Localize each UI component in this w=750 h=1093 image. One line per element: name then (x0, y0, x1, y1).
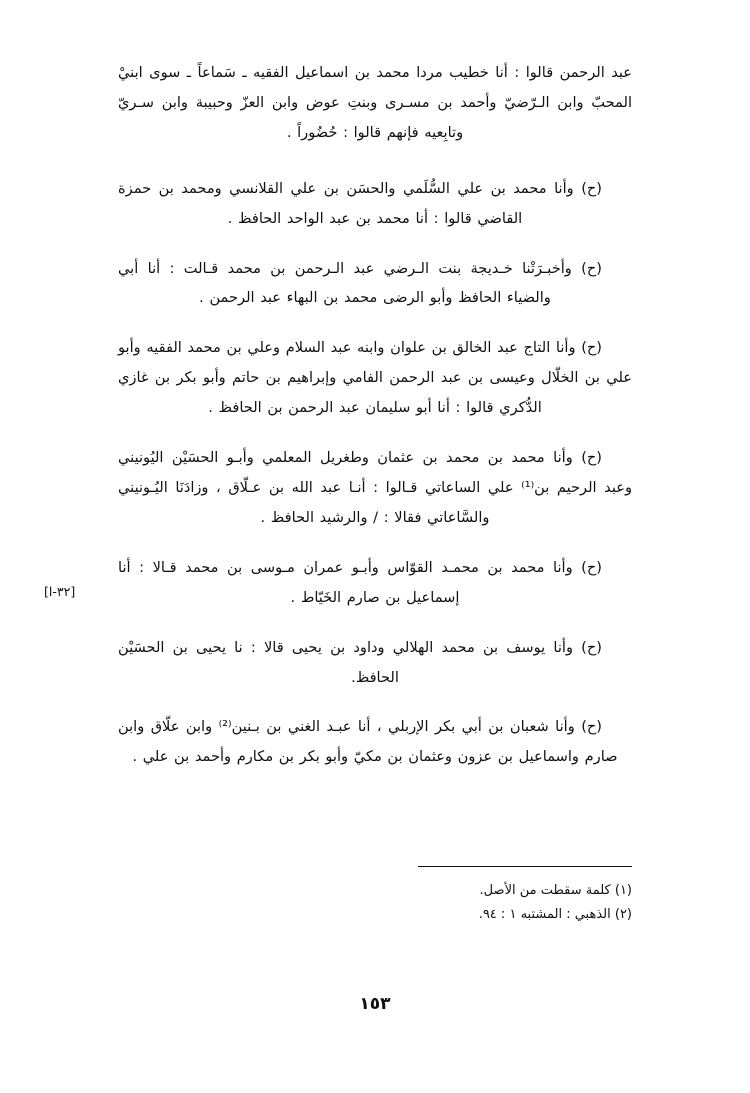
paragraph-1: عبد الرحمن قالوا : أنا خطيب مردا محمد بن اسماعيل الفقيه ـ سَماعاً ـ سوى ابنيْ المحبّ وابن الـرّضيّ وأحمد بن مسـرى وبنتِ عوض وابن العزّ وحبيبة وابن سـريّ وتابِعيه فإنهم قالوا : حُضُوراً . (118, 64, 632, 141)
paragraph-6: (ح) وأنا محمد بن محمـد القوّاس وأبـو عمران مـوسى بن محمد قـالا : أنا إسماعيل بن صارم الخَيّاط . (118, 558, 602, 606)
paragraph-8: (ح) وأنا شعبان بن أبي بكر الإربلي ، أنا عبـد الغني بن بـنين⁽²⁾ وابن علّاق وابن صارم واسماعيل بن عزون وعثمان بن مكيّ وأبو بكر بن مكارم وأحمد بن علي . (118, 718, 618, 766)
paragraph-4: (ح) وأنا التاج عبد الخالق بن علوان وابنه عبد السلام وعلي بن محمد الفقيه وأبو علي بن الخلّال وعيسى بن عبد الرحمن الفامي وإبراهيم بن حاتم وأبو بكر بن غازي الدُّكري قالوا : أنا أبو سليمان عبد الرحمن بن الحافظ . (118, 339, 632, 417)
footnotes-section (118, 866, 632, 927)
marginal-folio-note: [٣٢-ا] (44, 584, 76, 599)
page-number: ١٥٣ (359, 994, 391, 1014)
paragraph-3: (ح) وأخبـرَتْنا خـديجة بنت الـرضي عبد الـرحمن بن محمد قـالت : أنا أبي والضياء الحافظ وأبو الرضى محمد بن البهاء عبد الرحمن . (118, 259, 602, 307)
paragraph-7: (ح) وأنا يوسف بن محمد الهلالي وداود بن يحيى قالا : نا يحيى بن الحسَيْن الحافظ. (118, 638, 602, 686)
footnote-1: (١) كلمة سقطت من الأصل. (479, 883, 632, 898)
paragraph-5: (ح) وأنا محمد بن محمد بن عثمان وطغريل المعلمي وأبـو الحسَيْن اليُونيني وعبد الرحيم بن⁽¹⁾ علي الساعاتي قـالوا : أنـا عبد الله بن عـلّاق ، وزادَنَا اليُـونيني والسَّاعاتي فقالا : / والرشيد الحافظ . (118, 449, 633, 526)
paragraph-2: (ح) وأنا محمد بن علي السُّلَمي والحسَن بن علي القلانسي ومحمد بن حمزة القاضي قالوا : أنا محمد بن عبد الواحد الحافظ . (118, 179, 602, 227)
footnote-2: (٢) الذهبي : المشتبه ١ : ٩٤. (478, 907, 632, 923)
footnote-divider (418, 866, 632, 867)
